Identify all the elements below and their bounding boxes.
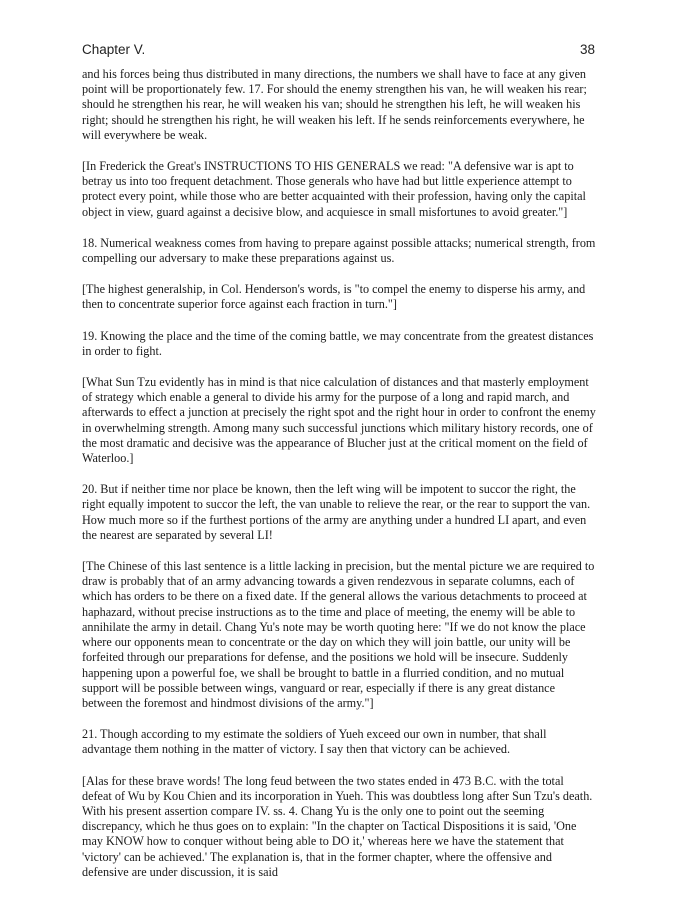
- paragraph-21: 21. Though according to my estimate the soldiers of Yueh exceed our own in number, that shall advantage them nothing in the matter of victory. I say then that victory can be achieved.: [82, 727, 547, 757]
- paragraph-yueh-commentary: [Alas for these brave words! The long feud between the two states ended in 473 B.C. with the total defeat of Wu by Kou Chien and its incorporation in Yueh. This was doubtless long after Sun Tzu's death. With his present assertion compare IV. ss. 4. Chang Yu is the only one to point out the seeming discrepancy, which he thus goes on to explain: "In the chapter on Tactical Dispositions it is said, 'One may KNOW how to conquer without being able to DO it,' whereas here we have the statement that 'victory' can be achieved.' The explanation is, that in the former chapter, where the offensive and defensive are under discussion, it is said: [82, 773, 593, 879]
- paragraph-henderson-commentary: [The highest generalship, in Col. Henderson's words, is "to compel the enemy to disperse his army, and then to concentrate superior force against each fraction in turn."]: [82, 282, 586, 312]
- paragraph-19: 19. Knowing the place and the time of the coming battle, we may concentrate from the greatest distances in order to fight.: [82, 328, 594, 358]
- paragraph-18: 18. Numerical weakness comes from having to prepare against possible attacks; numerical strength, from compelling our adversary to make these preparations against us.: [82, 235, 596, 266]
- paragraph-continuation: and his forces being thus distributed in many directions, the numbers we shall have to face at any given point will be proportionately few. 17. For should the enemy strengthen his van, he will weaken his rear; should he strengthen his rear, he will weaken his van; should he strengthen his left, he will weaken his right; should he strengthen his right, he will weaken his left. If he sends reinforcements everywhere, he will everywhere be weak.: [82, 67, 587, 142]
- page-header: [82, 42, 595, 57]
- paragraph-frederick-commentary: [In Frederick the Great's INSTRUCTIONS TO HIS GENERALS we read: "A defensive war is apt to betray us into too frequent detachment. Those generals who have had but little experience attempt to protect every point, while those who are better acquainted with their profession, having only the capital object in view, guard against a decisive blow, and acquiesce in small misfortunes to avoid greater."]: [82, 159, 586, 219]
- chapter-title: Chapter V.: [82, 42, 146, 57]
- page-number: 38: [579, 42, 595, 57]
- paragraph-chang-yu-commentary: [The Chinese of this last sentence is a little lacking in precision, but the mental picture we are required to draw is probably that of an army advancing towards a given rendezvous in separate columns, each of which has orders to be there on a fixed date. If the general allows the various detachments to proceed at haphazard, without precise instructions as to the time and place of meeting, the enemy will be able to annihilate the army in detail. Chang Yu's note may be worth quoting here: "If we do not know the place where our opponents mean to concentrate or the day on which they will join battle, our unity will be forfeited through our preparations for defense, and the positions we hold will be insecure. Suddenly happening upon a powerful foe, we shall be brought to battle in a flurried condition, and no mutual support will be possible between wings, vanguard or rear, especially if there is any great distance between the foremost and hindmost divisions of the army."]: [82, 559, 595, 710]
- page-body: [82, 67, 596, 896]
- paragraph-waterloo-commentary: [What Sun Tzu evidently has in mind is that nice calculation of distances and that masterly employment of strategy which enable a general to divide his army for the purpose of a long and rapid march, and afterwards to effect a junction at precisely the right spot and the right hour in order to confront the enemy in overwhelming strength. Among many such successful junctions which military history records, one of the most dramatic and decisive was the appearance of Blucher just at the critical moment on the field of Waterloo.]: [82, 375, 596, 466]
- paragraph-20: 20. But if neither time nor place be known, then the left wing will be impotent to succor the right, the right equally impotent to succor the left, the van unable to relieve the rear, or the rear to support the van. How much more so if the furthest portions of the army are anything under a hundred LI apart, and even the nearest are separated by several LI!: [82, 482, 591, 542]
